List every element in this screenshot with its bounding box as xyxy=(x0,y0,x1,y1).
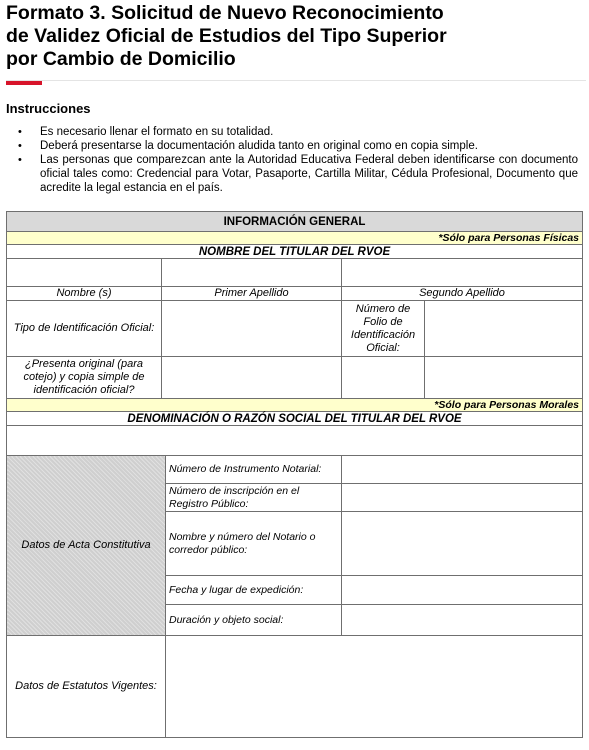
bullet-icon: • xyxy=(18,140,22,152)
title-divider xyxy=(6,80,586,81)
primer-apellido-field[interactable] xyxy=(162,259,342,287)
bullet-icon: • xyxy=(18,154,22,166)
title-accent-bar xyxy=(6,81,42,85)
instruction-item xyxy=(18,125,578,139)
title-line-3: por Cambio de Domicilio xyxy=(6,48,236,70)
nombres-field[interactable] xyxy=(7,259,162,287)
primer-apellido-label: Primer Apellido xyxy=(162,287,342,301)
instructions-heading: Instrucciones xyxy=(6,101,91,116)
fecha-lugar-field[interactable] xyxy=(342,576,583,605)
titular-section-title: NOMBRE DEL TITULAR DEL RVOE xyxy=(7,245,583,259)
acta-field-label: Nombre y número del Notario o corredor público: xyxy=(166,512,342,576)
acta-constitutiva-label: Datos de Acta Constitutiva xyxy=(7,456,166,636)
presenta-original-field[interactable] xyxy=(162,357,342,399)
inscripcion-registro-field[interactable] xyxy=(342,484,583,512)
instruction-text: Es necesario llenar el formato en su totalidad. xyxy=(40,126,274,138)
instruction-text: Las personas que comparezcan ante la Autoridad Educativa Federal deben identificarse con documento oficial tales como: Credencial para Votar, Pasaporte, Cartilla Militar, Cédula Profesional, Documento que acredite la legal estancia en el país. xyxy=(40,154,578,194)
numero-folio-field[interactable] xyxy=(425,301,583,357)
instrumento-notarial-field[interactable] xyxy=(342,456,583,484)
notario-field[interactable] xyxy=(342,512,583,576)
estatutos-vigentes-label: Datos de Estatutos Vigentes: xyxy=(7,636,166,738)
bullet-icon: • xyxy=(18,126,22,138)
presenta-original-blank-b[interactable] xyxy=(425,357,583,399)
title-line-2: de Validez Oficial de Estudios del Tipo Superior xyxy=(6,25,447,47)
duracion-objeto-field[interactable] xyxy=(342,605,583,636)
document-title xyxy=(6,2,576,71)
segundo-apellido-label: Segundo Apellido xyxy=(342,287,583,301)
nombres-label: Nombre (s) xyxy=(7,287,162,301)
denominacion-section-title: DENOMINACIÓN O RAZÓN SOCIAL DEL TITULAR DEL RVOE xyxy=(7,412,583,426)
acta-field-label: Número de Instrumento Notarial: xyxy=(166,456,342,484)
form-header: INFORMACIÓN GENERAL xyxy=(7,212,583,232)
presenta-original-label: ¿Presenta original (para cotejo) y copia simple de identificación oficial? xyxy=(7,357,162,399)
title-line-1: Formato 3. Solicitud de Nuevo Reconocimiento xyxy=(6,2,444,24)
general-information-form xyxy=(6,211,583,738)
acta-field-label: Duración y objeto social: xyxy=(166,605,342,636)
personas-fisicas-note: *Sólo para Personas Físicas xyxy=(7,232,583,245)
tipo-identificacion-field[interactable] xyxy=(162,301,342,357)
instruction-text: Deberá presentarse la documentación aludida tanto en original como en copia simple. xyxy=(40,140,478,152)
acta-field-label: Fecha y lugar de expedición: xyxy=(166,576,342,605)
denominacion-field[interactable] xyxy=(7,426,583,456)
segundo-apellido-field[interactable] xyxy=(342,259,583,287)
estatutos-vigentes-field[interactable] xyxy=(166,636,583,738)
numero-folio-label: Número de Folio de Identificación Oficial: xyxy=(342,301,425,357)
personas-morales-note: *Sólo para Personas Morales xyxy=(7,399,583,412)
instruction-item xyxy=(18,139,578,153)
tipo-identificacion-label: Tipo de Identificación Oficial: xyxy=(7,301,162,357)
instructions-list xyxy=(18,125,578,195)
acta-field-label: Número de inscripción en el Registro Público: xyxy=(166,484,342,512)
presenta-original-blank-a[interactable] xyxy=(342,357,425,399)
instruction-item xyxy=(18,153,578,195)
